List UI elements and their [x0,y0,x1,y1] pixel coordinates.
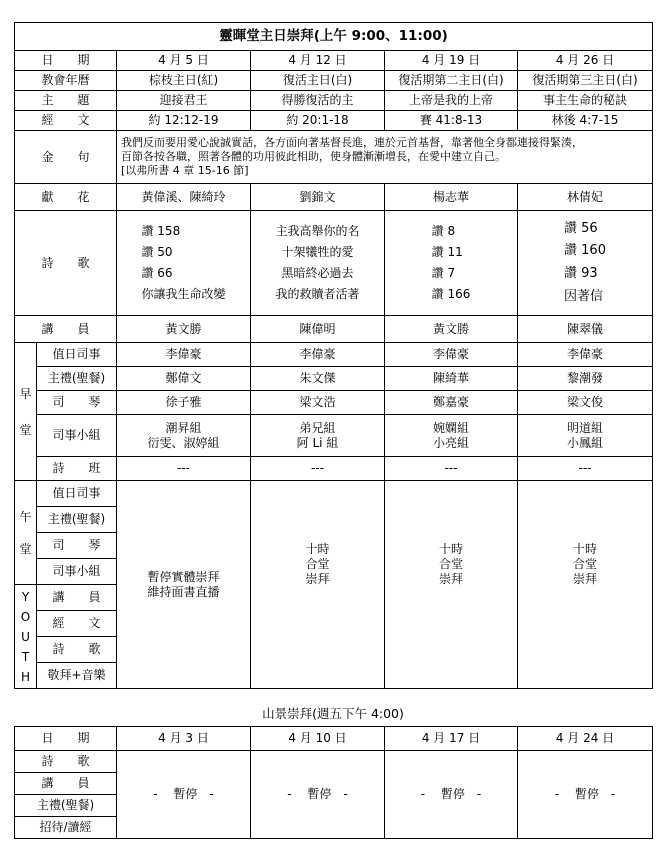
morning-presider-cell: 陳綺華 [385,367,518,391]
hymn-item: 讚 50 [141,245,173,259]
morning-choir-row [15,457,653,481]
noon-notice-cell: 十時 合堂 崇拜 [518,481,653,689]
theme-row [15,91,653,111]
hymns-label: 詩 歌 [15,211,117,316]
theme-cell: 得勝復活的主 [251,91,385,111]
date-cell: 4 月 5 日 [117,51,251,71]
preacher-label: 講 員 [15,316,117,343]
theme-cell: 迎接君王 [117,91,251,111]
date-cell: 4 月 19 日 [385,51,518,71]
hill-preacher-label: 講 員 [15,773,117,795]
hill-date-cell: 4 月 3 日 [117,727,251,751]
calendar-cell: 復活期第二主日(白) [385,71,518,91]
hill-status-cell: - 暫停 - [117,751,251,839]
golden-verse-line: 我們反而要用愛心說誠實話，各方面向著基督長進，連於元首基督，靠著他全身都連接得緊湊， [121,135,583,149]
date-cell: 4 月 26 日 [518,51,653,71]
hymns-cell [251,211,385,316]
golden-verse-text [117,131,653,184]
morning-group-cell: 明道組 小鳳組 [518,415,653,457]
hill-status-cell: - 暫停 - [518,751,653,839]
noon-group-label: 司事小組 [37,559,117,585]
youth-scripture-label: 經 文 [37,611,117,637]
hill-status-cell: - 暫停 - [251,751,385,839]
date-row [15,51,653,71]
hymns-row [15,211,653,316]
hymn-item: 讚 166 [431,287,471,301]
morning-choir-cell: --- [251,457,385,481]
morning-organ-cell: 梁文浩 [251,391,385,415]
hymn-item: 讚 160 [564,243,606,259]
noon-duty-row [15,481,653,507]
hymns-cell [385,211,518,316]
noon-section-label: 午 堂 [15,481,37,585]
morning-organ-cell: 梁文俊 [518,391,653,415]
calendar-cell: 復活期第三主日(白) [518,71,653,91]
sunday-worship-table [14,22,653,689]
hymn-item: 你讓我生命改變 [141,287,226,301]
theme-cell: 上帝是我的上帝 [385,91,518,111]
preacher-row [15,316,653,343]
calendar-cell: 復活主日(白) [251,71,385,91]
morning-choir-cell: --- [518,457,653,481]
hymn-item: 讚 56 [564,220,598,236]
morning-duty-label: 值日司事 [37,343,117,367]
morning-organ-label: 司 琴 [37,391,117,415]
hymn-item: 我的救贖者活著 [275,287,360,301]
noon-presider-label: 主禮(聖餐) [37,507,117,533]
hill-date-cell: 4 月 24 日 [518,727,653,751]
preacher-cell: 黃文勝 [385,316,518,343]
scripture-row [15,111,653,131]
scripture-cell: 林後 4:7-15 [518,111,653,131]
calendar-row [15,71,653,91]
hymn-item: 讚 11 [431,245,463,259]
morning-group-cell: 弟兄組 阿 Li 組 [251,415,385,457]
scripture-label: 經 文 [15,111,117,131]
theme-label: 主 題 [15,91,117,111]
morning-duty-cell: 李偉豪 [518,343,653,367]
youth-worship-label: 敬拜+音樂 [37,663,117,689]
preacher-cell: 黃文勝 [117,316,251,343]
noon-organ-label: 司 琴 [37,533,117,559]
morning-presider-cell: 黎潮發 [518,367,653,391]
hill-worship-caption: 山景崇拜(週五下午 4:00) [262,706,404,721]
morning-organ-row [15,391,653,415]
flowers-cell: 林倩妃 [518,184,653,211]
golden-verse-reference: [以弗所書 4 章 15-16 節] [121,164,249,178]
morning-group-label: 司事小組 [37,415,117,457]
youth-preacher-label: 講 員 [37,585,117,611]
youth-section-label: Y O U T H [15,585,37,689]
hymns-cell [117,211,251,316]
hill-status-cell: - 暫停 - [385,751,518,839]
theme-cell: 事主生命的秘訣 [518,91,653,111]
morning-presider-cell: 朱文傑 [251,367,385,391]
scripture-cell: 約 12:12-19 [117,111,251,131]
morning-duty-cell: 李偉豪 [117,343,251,367]
noon-notice-week1: 暫停實體崇拜 維持面書直播 [117,481,251,689]
morning-duty-cell: 李偉豪 [251,343,385,367]
scripture-cell: 約 20:1-18 [251,111,385,131]
golden-verse-row [15,131,653,184]
date-label: 日 期 [15,51,117,71]
morning-duty-cell: 李偉豪 [385,343,518,367]
flowers-cell: 楊志華 [385,184,518,211]
morning-presider-label: 主禮(聖餐) [37,367,117,391]
preacher-cell: 陳偉明 [251,316,385,343]
hill-date-cell: 4 月 10 日 [251,727,385,751]
golden-verse-line: 百節各按各職，照著各體的功用彼此相助，使身體漸漸增長，在愛中建立自己。 [121,149,506,163]
flowers-row [15,184,653,211]
youth-hymns-label: 詩 歌 [37,637,117,663]
hymn-item: 讚 93 [564,266,598,281]
morning-presider-row [15,367,653,391]
flowers-label: 獻 花 [15,184,117,211]
table-title: 靈暉堂主日崇拜(上午 9:00、11:00) [15,23,653,51]
date-cell: 4 月 12 日 [251,51,385,71]
hymn-item: 因著信 [564,288,604,304]
noon-duty-label: 值日司事 [37,481,117,507]
calendar-label: 教會年曆 [15,71,117,91]
hill-hymns-row [15,751,653,773]
hymn-item: 讚 158 [141,224,181,238]
morning-choir-cell: --- [385,457,518,481]
morning-organ-cell: 鄭嘉豪 [385,391,518,415]
morning-presider-cell: 鄭偉文 [117,367,251,391]
hill-hymns-label: 詩 歌 [15,751,117,773]
morning-section-label: 早 堂 [15,343,37,481]
hill-usher-label: 招待/讀經 [15,817,117,839]
hymn-item: 讚 8 [431,224,456,238]
morning-duty-row [15,343,653,367]
hill-date-cell: 4 月 17 日 [385,727,518,751]
morning-organ-cell: 徐子雅 [117,391,251,415]
noon-notice-cell: 十時 合堂 崇拜 [251,481,385,689]
scripture-cell: 賽 41:8-13 [385,111,518,131]
hymn-item: 讚 66 [141,266,173,280]
hill-date-label: 日 期 [15,727,117,751]
hymns-cell [518,211,653,316]
morning-group-row [15,415,653,457]
hymn-item: 黑暗終必過去 [281,266,354,280]
preacher-cell: 陳翠儀 [518,316,653,343]
hill-date-row [15,727,653,751]
golden-verse-label: 金 句 [15,131,117,184]
hill-presider-label: 主禮(聖餐) [15,795,117,817]
hymn-item: 十架犧牲的愛 [281,245,354,259]
hymn-item: 讚 7 [431,266,456,280]
noon-notice-cell: 十時 合堂 崇拜 [385,481,518,689]
hymn-item: 主我高舉你的名 [275,224,360,238]
morning-group-cell: 婉嫻組 小亮組 [385,415,518,457]
hill-worship-table [14,726,653,839]
calendar-cell: 棕枝主日(紅) [117,71,251,91]
morning-choir-label: 詩 班 [37,457,117,481]
flowers-cell: 黃偉溪、陳綺玲 [117,184,251,211]
morning-group-cell: 潮昇組 衍雯、淑婷組 [117,415,251,457]
flowers-cell: 劉錦文 [251,184,385,211]
morning-choir-cell: --- [117,457,251,481]
